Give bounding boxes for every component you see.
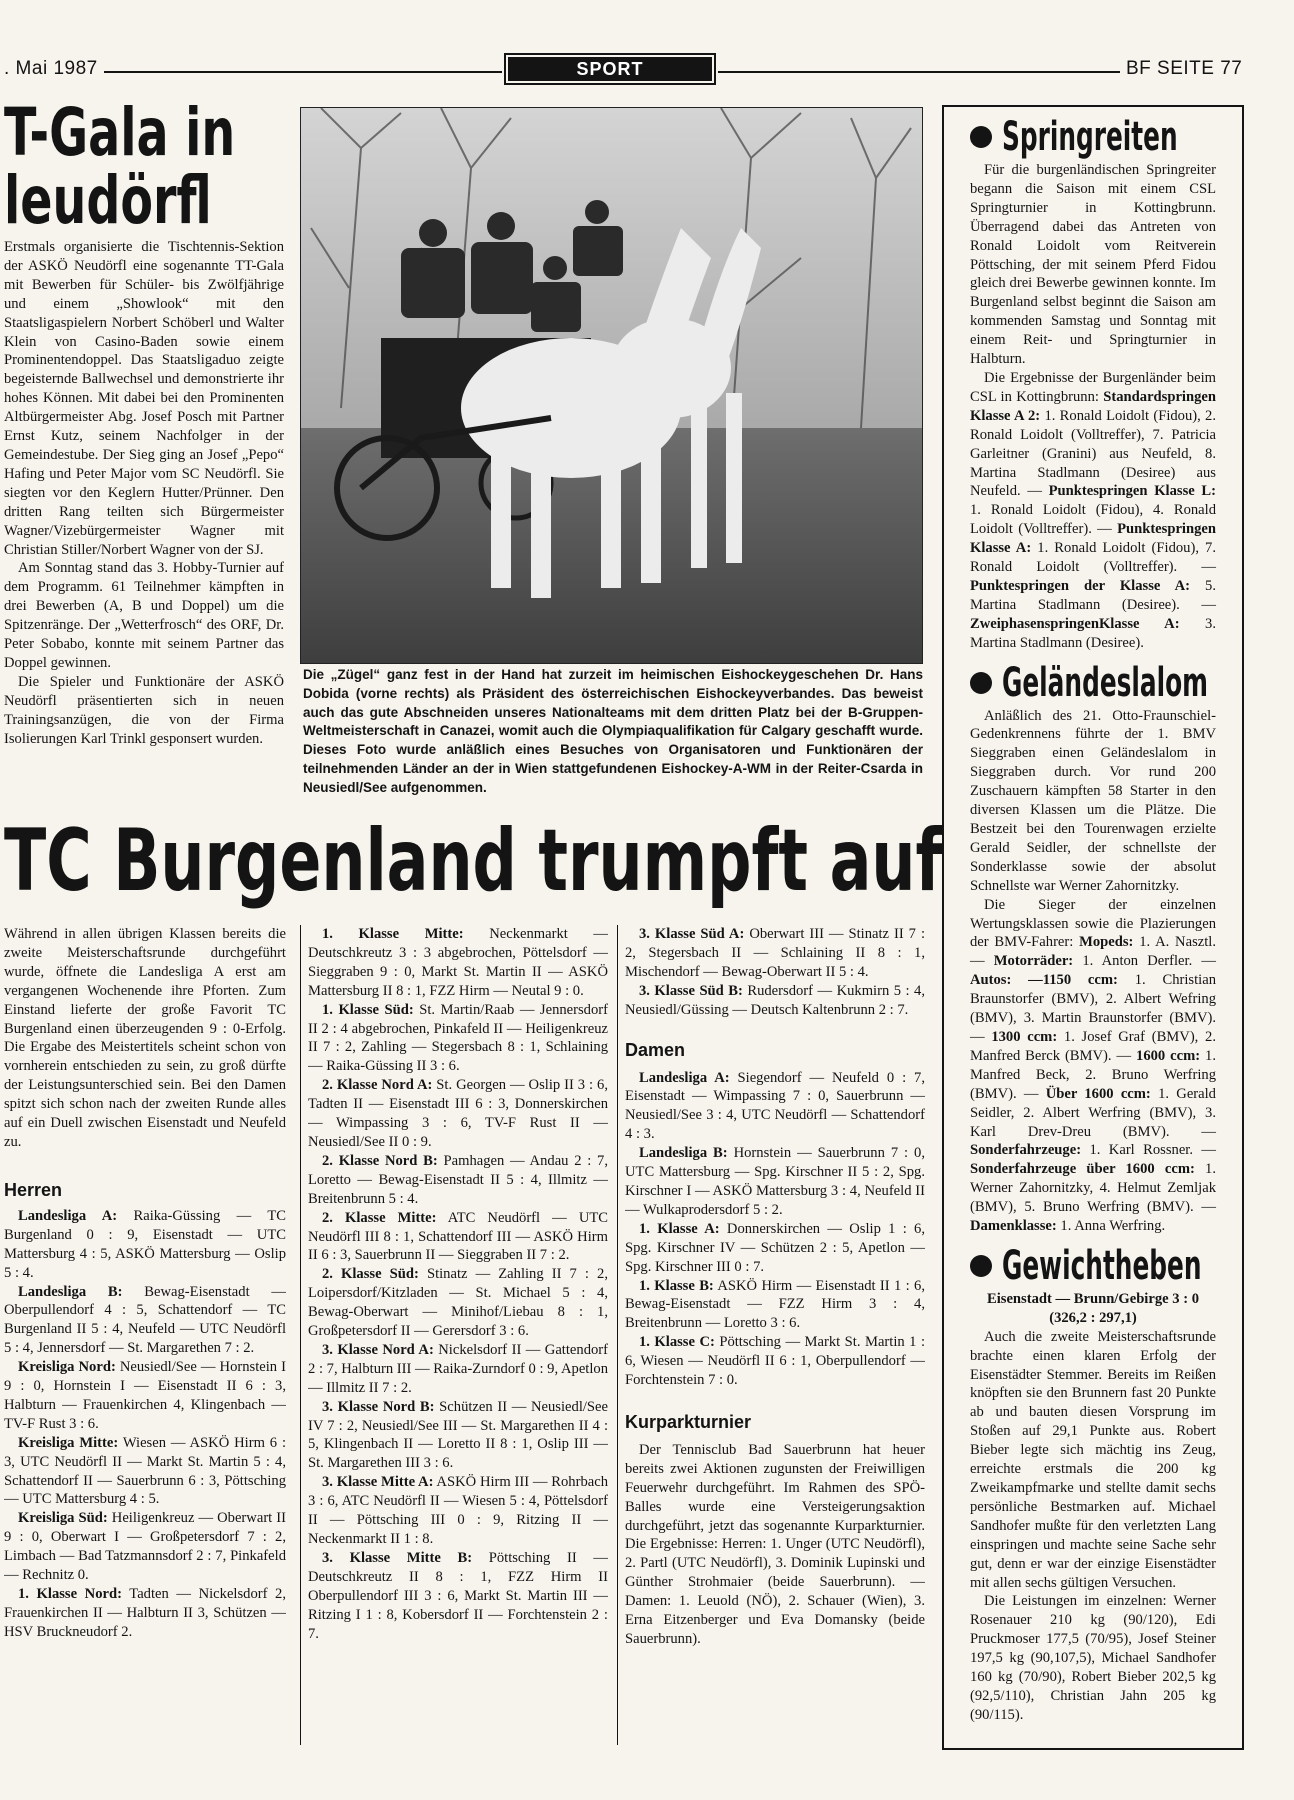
result-text: Heiligenkreuz — Oberwart II 9 : 0, Oberwart I — Großpetersdorf 7 : 2, Limbach — Bad Tatzmannsdorf 2 : 7, Pinkafeld — Rechnitz 0. <box>4 1510 286 1584</box>
kurparkturnier-subhead: Kurparkturnier <box>625 1411 752 1432</box>
gelaendeslalom-paragraph: Anläßlich des 21. Otto-Fraunschiel-Gedenkrennens führte der 1. BMV Sieggraben einen Geländeslalom in Sieggraben durch. Vor rund 200 Zuschauern kämpften 58 Starter in den diversen Klassen um die Plätze. Die Bestzeit bei den Tourenwagen erzielte Gerald Seidler, der schnellste der Sonderklasse sowie der absolut Schnellste war Werner Zahornitzky. <box>970 707 1216 894</box>
result-entry <box>625 1220 925 1277</box>
gelaendeslalom-heading <box>970 661 1216 705</box>
tt-gala-paragraph: Erstmals organisierte die Tischtennis-Sektion der ASKÖ Neudörfl eine sogenannte TT-Gala mit Bewerben für Schüler- bis Zwölfjährige und einem „Showlook“ mit den Staatsligaspielern Norbert Schöberl und Walter Klein von Casino-Baden sowie einem Prominentendoppel. Das Staatsligaduo zeigte begeisternde Ballwechsel und demonstrierte ihr hohes Können. Mit dabei bei den Prominenten Altbürgermeister Abg. Josef Posch mit Partner Ernst Kutz, seinem Nachfolger in der Gemeindestube. Der Sieg ging an Josef „Pepo“ Hafing und Peter Major vom SC Neudörfl. Sie siegten vor den Keglern Hutter/Prünner. Den dritten Rang teilten sich Bürgermeister Wagner/Vizebürgermeister Wagner mit Christian Stiller/Norbert Wagner von der SJ. <box>4 239 284 558</box>
springreiten-paragraph: Für die burgenländischen Springreiter begann die Saison mit einem CSL Springturnier in Kottingbrunn. Überragend dabei das Antreten von Ronald Loidolt vom Reitverein Pöttsching, der mit seinem Pferd Fidou gleich drei Bewerbe gewinnen konnte. Im Burgenland selbst beginnt die Saison am kommenden Samstag und Sonntag mit einem Reit- und Springturnier in Halbturn. <box>970 162 1216 368</box>
result-text: Pöttsching II — Deutschkreutz II 8 : 1, FZZ Hirm II Oberpullendorf III 3 : 6, Markt St. Martin III — Ritzing I 1 : 8, Kobersdorf II — Forchtenstein 2 : 7. <box>308 1549 608 1642</box>
results-list <box>625 925 925 1020</box>
result-label: 1300 ccm: <box>991 1028 1058 1045</box>
result-text: Schützen II — Neusiedl/See IV 7 : 2, Neusiedl/See III — St. Margarethen II 4 : 5, Klingenbach II — Loretto II 8 : 1, Oslip III — St. Margarethen III 3 : 6. <box>308 1398 608 1472</box>
results-list <box>308 925 608 1643</box>
result-label: ZweiphasenspringenKlasse A: <box>970 615 1180 632</box>
result-text: Wiesen — ASKÖ Hirm 6 : 3, UTC Neudörfl II — Markt St. Martin 5 : 4, Schattendorf II — Sauerbrunn 6 : 3, Pöttsching — UTC Mattersburg 4 : 5. <box>4 1434 286 1508</box>
result-entry <box>308 1473 608 1549</box>
damen-subhead: Damen <box>625 1039 686 1060</box>
bullet-icon <box>970 1255 992 1277</box>
sidebar-content <box>944 107 1242 1725</box>
photo-caption: Die „Zügel“ ganz fest in der Hand hat zurzeit im heimischen Eishockeygeschehen Dr. Hans Dobida (vorne rechts) als Präsident des österreichischen Eishockeyverbandes. Das beweist auch das gute Abschneiden unseres Nationalteams mit dem dritten Platz bei der B-Gruppen-Weltmeisterschaft in Canazei, womit auch die Olympiaqualifikation für Calgary geschafft wurde. Dieses Foto wurde anläßlich eines Besuches von Organisatoren und Funktionären der teilnehmenden Länder an der in Wien stattgefundenen Eishockey-A-WM in der Reiter-Csarda in Neusiedl/See aufgenommen. <box>303 667 923 795</box>
result-entry <box>308 1265 608 1341</box>
result-label: Landesliga B: <box>18 1283 123 1300</box>
horse-carriage-photo-image <box>301 108 922 663</box>
result-label: 3. Klasse Nord A: <box>322 1341 434 1358</box>
result-entry <box>4 1207 286 1283</box>
result-text: ASKÖ Hirm — Eisenstadt II 1 : 6, Bewag-Eisenstadt — FZZ Hirm 3 : 4, Breitenbrunn — Loretto 3 : 6. <box>625 1277 925 1332</box>
result-entry <box>308 1341 608 1398</box>
result-label: 1. Klasse B: <box>639 1277 714 1294</box>
kurparkturnier-text: Der Tennisclub Bad Sauerbrunn hat heuer bereits zwei Aktionen zugunsten der Freiwilligen Feuerwehr durchgeführt. Im Rahmen des SPÖ-Balles wurde eine Versteigerungsaktion durchgeführt, jetzt das sogenannte Kurparkturnier. Die Ergebnisse: Herren: 1. Unger (UTC Neudörfl), 2. Partl (UTC Neudörfl), 3. Dominik Lupinski und Günther Strohmaier (beide Sauerbrunn). — Damen: 1. Leuold (NÖ), 2. Schauer (Wien), 3. Erna Eitzenberger und Eva Domansky (beide Sauerbrunn). <box>625 1441 925 1647</box>
result-label: 3. Klasse Süd B: <box>639 982 743 999</box>
herren-subhead: Herren <box>4 1179 63 1200</box>
result-entry <box>4 1358 286 1434</box>
result-label: Landesliga A: <box>18 1207 118 1224</box>
result-label: Sonderfahrzeuge: <box>970 1142 1082 1159</box>
results-intro: Die Sieger der einzelnen Wertungsklassen sowie die Plazierungen der BMV-Fahrer: <box>970 896 1216 951</box>
result-label: 3. Klasse Mitte A: <box>322 1474 434 1491</box>
result-text: 1. A. Nasztl. — <box>970 934 1216 970</box>
herren-results <box>4 1207 286 1642</box>
result-label: Standardspringen Klasse A 2: <box>970 388 1216 424</box>
tt-gala-headline-line1: T-Gala in <box>4 94 236 171</box>
result-entry <box>308 925 608 1001</box>
gewichtheben-result: Eisenstadt — Brunn/Gebirge 3 : 0 <box>986 1290 1200 1307</box>
tennis-column-3 <box>625 925 925 1745</box>
damen-results <box>625 1069 925 1390</box>
result-label: Landesliga B: <box>639 1145 728 1162</box>
gewichtheben-result-score: (326,2 : 297,1) <box>1049 1309 1137 1326</box>
result-text: 1. Werner Zahornitzky, 4. Helmut Zemljak (BMV), 5. Bruno Werfring (BMV). — <box>970 1161 1216 1216</box>
result-label: 2. Klasse Nord A: <box>322 1077 433 1094</box>
result-text: ATC Neudörfl — UTC Neudörfl III 8 : 1, Schattendorf III — ASKÖ Hirm II 6 : 3, Sauerbrunn II — Sieggraben II 7 : 2. <box>308 1209 608 1264</box>
result-label: Punktespringen Klasse L: <box>1048 483 1216 500</box>
result-label: 2. Klasse Nord B: <box>322 1152 438 1169</box>
springreiten-body <box>970 161 1216 653</box>
result-entry <box>4 1585 286 1642</box>
column-rule <box>300 925 301 1745</box>
result-text: 1. Karl Rossner. — <box>1081 1142 1216 1159</box>
result-text: Tadten — Nickelsdorf 2, Frauenkirchen II — Halbturn II 3, Schützen — HSV Bruckneudorf 2. <box>4 1586 286 1640</box>
photo-horse-carriage <box>300 107 923 664</box>
result-entry <box>308 1001 608 1077</box>
result-text: Stinatz — Zahling II 7 : 2, Loipersdorf/Kitzladen — St. Michael 5 : 4, Bewag-Oberwart — Minihof/Liebau 8 : 1, Großpetersdorf II — Gerersdorf 3 : 6. <box>308 1266 608 1340</box>
result-label: 1. Klasse A: <box>639 1220 720 1237</box>
result-text: 1. Anton Derfler. — <box>1073 953 1216 970</box>
header-rule-right <box>718 71 1120 73</box>
gelaendeslalom-title: Geländeslalom <box>1002 659 1209 706</box>
result-text: 1. Josef Graf (BMV), 2. Manfred Berck (BMV). — <box>970 1028 1216 1064</box>
result-label: Motorräder: <box>993 953 1074 970</box>
page-number: BF SEITE 77 <box>1126 58 1243 79</box>
result-label: 1600 ccm: <box>1136 1047 1201 1064</box>
result-label: Kreisliga Nord: <box>18 1359 116 1376</box>
kurparkturnier-body <box>625 1441 925 1649</box>
result-text: 1. Ronald Loidolt (Fidou), 2. Ronald Loidolt (Volltreffer), 7. Patricia Garleitner (Granini) aus Neufeld, 8. Martina Stadlmann (Desiree) aus Neufeld. — <box>970 407 1216 500</box>
tt-gala-headline-line2: leudörfl <box>4 162 212 239</box>
result-label: Sonderfahrzeuge über 1600 ccm: <box>970 1161 1195 1178</box>
result-text: 1. Anna Werfring. <box>1056 1218 1166 1235</box>
result-label: 1. Klasse Nord: <box>18 1586 122 1602</box>
tc-burgenland-headline: TC Burgenland trumpft auf <box>4 811 943 911</box>
result-entry <box>625 1144 925 1220</box>
result-label: Autos: —1150 ccm: <box>970 972 1118 989</box>
bullet-icon <box>970 126 992 148</box>
result-entry <box>308 1152 608 1209</box>
gewichtheben-title: Gewichtheben <box>1002 1242 1202 1289</box>
issue-date: . Mai 1987 <box>4 58 98 79</box>
result-text: St. Georgen — Oslip II 3 : 6, Tadten II — Eisenstadt III 6 : 3, Donnerskirchen — Wimpassing 3 : 6, TV-F Rust II — Neusiedl/See II 0 : 9. <box>308 1077 608 1150</box>
column-rule <box>617 925 618 1745</box>
result-label: 2. Klasse Mitte: <box>322 1209 437 1226</box>
result-entry <box>4 1434 286 1510</box>
bullet-icon <box>970 672 992 694</box>
result-label: 1. Klasse Mitte: <box>322 926 464 942</box>
result-text: 1. Manfred Beck, 2. Bruno Werfring (BMV). — <box>970 1047 1216 1102</box>
result-entry <box>4 1283 286 1359</box>
result-label: Punktespringen der Klasse A: <box>970 577 1191 594</box>
result-text: Pamhagen — Andau 2 : 7, Loretto — Bewag-Eisenstadt II 5 : 4, Illmitz — Breitenbrunn 5 : 4. <box>308 1152 608 1207</box>
result-entry <box>308 1076 608 1152</box>
tt-gala-paragraph: Am Sonntag stand das 3. Hobby-Turnier auf dem Programm. 61 Teilnehmer kämpften in drei Bewerben (A, B und Doppel) um die Spitzenränge. Der „Wetterfrosch“ des ORF, Dr. Peter Sobabo, konnte mit seinem Partner das Doppel gewinnen. <box>4 560 284 671</box>
result-label: Mopeds: <box>1079 934 1134 951</box>
section-label: SPORT <box>508 57 712 81</box>
gelaendeslalom-results <box>970 896 1216 1236</box>
result-text: Nickelsdorf II — Gattendorf 2 : 7, Halbturn III — Raika-Zurndorf 0 : 9, Apetlon — Illmitz II 7 : 2. <box>308 1341 608 1396</box>
tennis-intro-text: Während in allen übrigen Klassen bereits die zweite Meisterschaftsrunde durchgeführt wurde, öffnete die Landesliga A erst am vergangenen Wochenende ihre Pforten. Zum Einstand lieferte der große Favorit TC Burgenland einen überzeugenden 9 : 0-Erfolg. Die Ergabe des Meistertitels scheint schon von vornherein entschieden zu sein, zu groß dürfte der Leistungsunterschied sein. Bei den Damen spitzt sich schon nach der zweiten Runde alles auf ein Duell zwischen Eisenstadt und Neufeld zu. <box>4 926 286 1150</box>
result-label: Landesliga A: <box>639 1069 730 1086</box>
result-entry <box>308 1209 608 1266</box>
result-text: 1. Gerald Seidler, 2. Albert Werfring (BMV), 3. Karl Drev-Dreu (BMV). — <box>970 1085 1216 1140</box>
section-label-box <box>504 53 716 85</box>
tt-gala-paragraph: Die Spieler und Funktionäre der ASKÖ Neudörfl präsentierten sich in neuen Trainingsanzügen, die von der Firma Isolierungen Karl Trinkl gesponsert wurden. <box>4 673 284 747</box>
result-label: 2. Klasse Süd: <box>322 1266 419 1283</box>
result-label: 1. Klasse C: <box>639 1334 715 1351</box>
result-label: Damenklasse: <box>970 1218 1057 1235</box>
result-entry <box>625 982 925 1020</box>
tennis-column-2 <box>308 925 608 1745</box>
sidebar-box <box>942 105 1244 1750</box>
result-entry <box>308 1549 608 1644</box>
gewichtheben-paragraph: Die Leistungen im einzelnen: Werner Rosenauer 210 kg (90/120), Edi Pruckmoser 177,5 (70/95), Josef Steiner 197,5 kg (90,107,5), Michael Sandhofer 160 kg (70/90), Robert Bieber 202,5 kg (92,5/110), Christian Jahn 205 kg (90/115). <box>970 1593 1216 1723</box>
result-text: Raika-Güssing — TC Burgenland 0 : 9, Eisenstadt — UTC Mattersburg 4 : 5, ASKÖ Mattersburg — Oslip 5 : 4. <box>4 1207 286 1281</box>
result-text: Siegendorf — Neufeld 0 : 7, Eisenstadt — Wimpassing 7 : 0, Sauerbrunn — Neusiedl/See 3 : 4, UTC Neudörfl — Schattendorf 4 : 3. <box>625 1069 925 1143</box>
tennis-column-1 <box>4 925 286 1745</box>
result-text: Rudersdorf — Kukmirn 5 : 4, Neusiedl/Güssing — Deutsch Kaltenbrunn 2 : 7. <box>625 982 925 1018</box>
result-text: Neusiedl/See — Hornstein I 9 : 0, Hornstein I — Eisenstadt II 6 : 3, Halbturn — Frauenkirchen 4, Klingenbach — TV-F Rust 3 : 6. <box>4 1359 286 1432</box>
result-entry <box>4 1509 286 1585</box>
result-text: 1. Ronald Loidolt (Fidou), 7. Ronald Loidolt (Volltreffer). — <box>970 540 1216 576</box>
result-label: 3. Klasse Nord B: <box>322 1398 435 1415</box>
result-label: 1. Klasse Süd: <box>322 1001 414 1018</box>
result-text: Pöttsching — Markt St. Martin 1 : 6, Wiesen — Neudörfl II 6 : 1, Oberpullendorf — Forchtenstein 7 : 0. <box>625 1334 925 1389</box>
result-text: Donnerskirchen — Oslip 1 : 6, Spg. Kirschner IV — Schützen 2 : 5, Apetlon — Spg. Kirschner III 0 : 7. <box>625 1220 925 1275</box>
springreiten-heading <box>970 115 1216 159</box>
gewichtheben-paragraph: Auch die zweite Meisterschaftsrunde brachte einen klaren Erfolg der Eisenstädter Stemmer. Bereits im Reißen knöpften sie den Brunnern fast 20 Punkte ab und bauten diesen Vorsprung im Stoßen auf 29,1 Punkte aus. Robert Bieber legte sich mächtig ins Zeug, erreichte erstmals die 200 kg Zweikampfmarke und stellte damit sechs persönliche Bestmarken auf. Michael Sandhofer mußte für den verletzten Lang einspringen und machte seine Sache sehr gut, denn er war der einzige Eisenstädter mit allen sechs gültigen Versuchen. <box>970 1328 1216 1591</box>
springreiten-results <box>970 369 1216 653</box>
gelaendeslalom-body <box>970 707 1216 1236</box>
header-rule-left <box>104 71 502 73</box>
result-label: Kreisliga Mitte: <box>18 1434 119 1451</box>
result-entry <box>625 1069 925 1145</box>
results-intro: Die Ergebnisse der Burgenländer beim CSL in Kottingbrunn: <box>970 369 1216 405</box>
result-label: Über 1600 ccm: <box>1045 1085 1151 1102</box>
springreiten-title: Springreiten <box>1002 114 1178 160</box>
result-label: 3. Klasse Mitte B: <box>322 1549 473 1566</box>
tennis-intro <box>4 925 286 1152</box>
result-text: ASKÖ Hirm III — Rohrbach 3 : 6, ATC Neudörfl II — Wiesen 5 : 4, Pöttelsdorf II — Pöttsching III 0 : 9, Ritzing II — Neckenmarkt II 1 : 8. <box>308 1474 608 1547</box>
result-label: Kreisliga Süd: <box>18 1510 108 1527</box>
result-entry <box>625 1333 925 1390</box>
result-entry <box>308 1398 608 1474</box>
result-entry <box>625 1277 925 1334</box>
gewichtheben-heading <box>970 1244 1216 1288</box>
result-text: Oberwart III — Stinatz II 7 : 2, Stegersbach II — Schlaining II 8 : 1, Mischendorf — Bewag-Oberwart II 5 : 4. <box>625 926 925 980</box>
result-text: St. Martin/Raab — Jennersdorf II 2 : 4 abgebrochen, Pinkafeld II — Heiligenkreuz II 7 : 2, Zahling — Stegersbach 8 : 1, Schlaining — Raika-Güssing II 3 : 6. <box>308 1001 608 1075</box>
result-text: 5. Martina Stadlmann (Desiree). — <box>970 577 1217 613</box>
result-text: Neckenmarkt — Deutschkreutz 3 : 3 abgebrochen, Pöttelsdorf — Sieggraben 9 : 0, Markt St. Martin II — ASKÖ Mattersburg II 8 : 1, FZZ Hirm — Neutal 9 : 0. <box>308 926 608 999</box>
result-text: Bewag-Eisenstadt — Oberpullendorf 4 : 5, Schattendorf — TC Burgenland II 5 : 4, Neufeld — UTC Neudörfl 5 : 4, Jennersdorf — St. Margarethen 7 : 2. <box>4 1283 286 1357</box>
result-label: 3. Klasse Süd A: <box>639 926 745 942</box>
result-text: 1. Christian Braunstorfer (BMV), 2. Albert Wefring (BMV), 3. Martin Braunstorfer (BMV). — <box>970 972 1216 1045</box>
result-label: Punktespringen Klasse A: <box>970 521 1216 557</box>
result-text: 3. Martina Stadlmann (Desiree). <box>970 615 1216 651</box>
article-tt-gala <box>4 94 284 846</box>
result-text: 1. Ronald Loidolt (Fidou), 4. Ronald Loidolt (Volltreffer). — <box>970 502 1216 538</box>
result-text: Hornstein — Sauerbrunn 7 : 0, UTC Mattersburg — Spg. Kirschner II 5 : 2, Spg. Kirschner I — ASKÖ Mattersburg 3 : 4, Neufeld II — Wulkaprodersdorf 5 : 2. <box>625 1145 925 1218</box>
gewichtheben-body <box>970 1290 1216 1725</box>
result-entry <box>625 925 925 982</box>
tt-gala-body <box>4 238 284 846</box>
